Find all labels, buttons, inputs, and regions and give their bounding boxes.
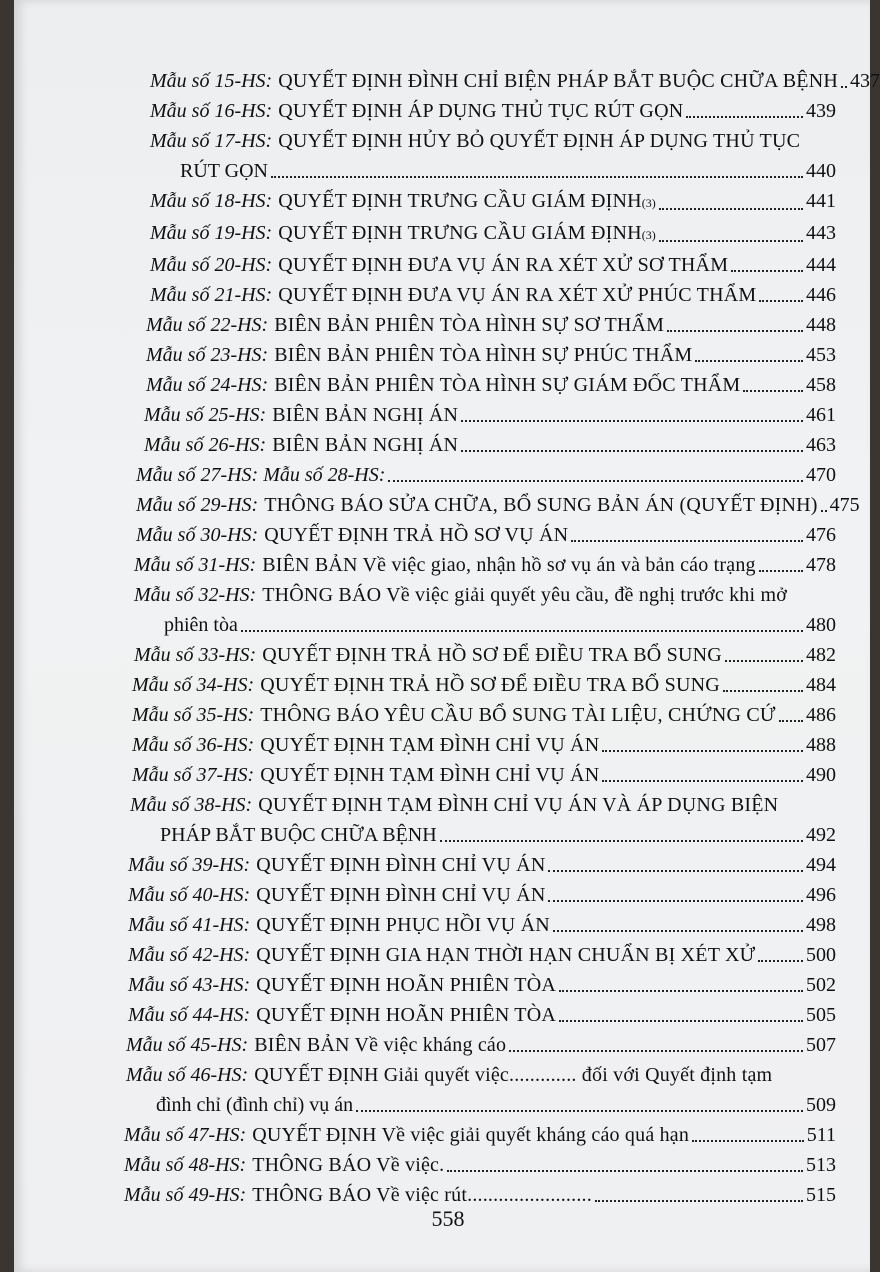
toc-entry: [150, 250, 836, 280]
dot-leader: [723, 690, 803, 692]
form-number: Mẫu số 18-HS:: [150, 190, 273, 212]
dot-leader: [559, 1020, 803, 1022]
form-title: BIÊN BẢN Về việc giao, nhận hồ sơ vụ án và bản cáo trạng: [262, 554, 756, 576]
toc-entry: [150, 280, 836, 310]
toc-entry-line: [128, 940, 836, 970]
toc-entry: [132, 670, 836, 700]
form-title: BIÊN BẢN PHIÊN TÒA HÌNH SỰ SƠ THẨM: [274, 314, 665, 336]
form-number: Mẫu số 39-HS:: [128, 854, 251, 876]
form-title: THÔNG BÁO Về việc rút........................: [252, 1184, 592, 1206]
toc-entry-line: [150, 280, 836, 310]
form-title: QUYẾT ĐỊNH TRẢ HỒ SƠ ĐỂ ĐIỀU TRA BỔ SUNG: [262, 644, 722, 666]
form-title: QUYẾT ĐỊNH TẠM ĐÌNH CHỈ VỤ ÁN: [260, 764, 600, 786]
form-number: Mẫu số 48-HS:: [124, 1154, 247, 1176]
form-title: QUYẾT ĐỊNH TRẢ HỒ SƠ VỤ ÁN: [264, 524, 569, 546]
book-page: [14, 0, 880, 1272]
toc-entry: [136, 460, 836, 490]
form-number: Mẫu số 29-HS:: [136, 494, 259, 516]
dot-leader: [667, 330, 803, 332]
toc-entry: [136, 520, 836, 550]
form-title: QUYẾT ĐỊNH PHỤC HỒI VỤ ÁN: [256, 914, 550, 936]
toc-entry-line: [128, 970, 836, 1000]
form-number: Mẫu số 27-HS: Mẫu số 28-HS:: [136, 464, 386, 486]
page-ref: 476: [806, 524, 836, 546]
toc-entry: [128, 970, 836, 1000]
toc-entry: [150, 126, 836, 186]
form-title-continued: RÚT GỌN: [180, 160, 268, 182]
form-title-continued: đình chỉ (đình chỉ) vụ án: [156, 1094, 354, 1116]
page-ref: 439: [806, 100, 836, 122]
toc-entry: [128, 910, 836, 940]
toc-entry-line: [126, 1030, 836, 1060]
toc-entry-line: [134, 550, 836, 580]
form-title: QUYẾT ĐỊNH GIA HẠN THỜI HẠN CHUẨN BỊ XÉT XỬ: [256, 944, 756, 966]
toc-entry: [134, 640, 836, 670]
dot-leader: [695, 360, 803, 362]
form-title: QUYẾT ĐỊNH ĐÌNH CHỈ BIỆN PHÁP BẮT BUỘC CHỮA BỆNH: [278, 70, 838, 92]
toc-entry: [150, 218, 836, 250]
toc-entry: [124, 1120, 836, 1150]
page-ref: 458: [806, 374, 836, 396]
page-ref: 441: [806, 190, 836, 212]
toc-entry-line: [150, 126, 836, 156]
page-ref: 507: [806, 1034, 836, 1056]
toc-entry-line: [132, 760, 836, 790]
form-number: Mẫu số 46-HS:: [126, 1064, 249, 1086]
toc-entry: [126, 1030, 836, 1060]
toc-entry: [132, 760, 836, 790]
toc-entry: [130, 790, 836, 850]
form-title: QUYẾT ĐỊNH ĐƯA VỤ ÁN RA XÉT XỬ SƠ THẨM: [278, 254, 729, 276]
toc-entry-line: [134, 580, 836, 610]
form-number: Mẫu số 32-HS:: [134, 584, 257, 606]
toc-entry-line: [136, 520, 836, 550]
form-number: Mẫu số 35-HS:: [132, 704, 255, 726]
page-ref: 511: [806, 1124, 836, 1146]
form-title-continued: phiên tòa: [164, 614, 238, 636]
toc-entry: [132, 700, 836, 730]
form-title: THÔNG BÁO Về việc giải quyết yêu cầu, đề nghị trước khi mở: [262, 584, 787, 606]
page-ref: 470: [806, 464, 836, 486]
page-ref: 463: [806, 434, 836, 456]
toc-entry-line: [136, 460, 836, 490]
dot-leader: [821, 510, 827, 512]
dot-leader: [461, 420, 803, 422]
dot-leader: [725, 660, 803, 662]
toc-entry-line: [126, 1060, 836, 1090]
page-ref: 486: [806, 704, 836, 726]
form-title: QUYẾT ĐỊNH TRƯNG CẦU GIÁM ĐỊNH: [278, 190, 642, 212]
toc-entry-line: [132, 670, 836, 700]
form-title: QUYẾT ĐỊNH Về việc giải quyết kháng cáo quá hạn: [252, 1124, 690, 1146]
footnote-marker: (3): [641, 228, 656, 242]
toc-entry: [144, 400, 836, 430]
form-number: Mẫu số 17-HS:: [150, 130, 273, 152]
dot-leader: [692, 1140, 804, 1142]
toc-entry-line: [128, 910, 836, 940]
form-number: Mẫu số 19-HS:: [150, 222, 273, 244]
form-title: QUYẾT ĐỊNH TRẢ HỒ SƠ ĐỂ ĐIỀU TRA BỔ SUNG: [260, 674, 720, 696]
toc-entry-line: [134, 640, 836, 670]
dot-leader: [841, 86, 847, 88]
toc-entry-line: [134, 610, 836, 640]
form-title: QUYẾT ĐỊNH HOÃN PHIÊN TÒA: [256, 1004, 557, 1026]
dot-leader: [388, 480, 803, 482]
page-ref: 496: [806, 884, 836, 906]
dot-leader: [548, 900, 803, 902]
form-number: Mẫu số 21-HS:: [150, 284, 273, 306]
dot-leader: [659, 208, 803, 210]
page-ref: 488: [806, 734, 836, 756]
dot-leader: [440, 840, 803, 842]
form-number: Mẫu số 34-HS:: [132, 674, 255, 696]
form-title: QUYẾT ĐỊNH TẠM ĐÌNH CHỈ VỤ ÁN VÀ ÁP DỤNG BIỆN: [258, 794, 779, 816]
form-number: Mẫu số 22-HS:: [146, 314, 269, 336]
toc-entry: [146, 310, 836, 340]
page-ref: 461: [806, 404, 836, 426]
dot-leader: [779, 720, 803, 722]
dot-leader: [731, 270, 803, 272]
page-ref: 446: [806, 284, 836, 306]
toc-entry: [150, 66, 880, 96]
toc-entry-line: [126, 1090, 836, 1120]
toc-entry: [146, 340, 836, 370]
dot-leader: [743, 390, 803, 392]
page-ref: 515: [806, 1184, 836, 1206]
dot-leader: [758, 960, 803, 962]
toc-entry-line: [150, 96, 836, 126]
page-ref: 482: [806, 644, 836, 666]
dot-leader: [759, 570, 803, 572]
form-number: Mẫu số 41-HS:: [128, 914, 251, 936]
toc-entry: [144, 430, 836, 460]
page-ref: 443: [806, 222, 836, 244]
page-number: 558: [431, 1206, 465, 1231]
form-title: QUYẾT ĐỊNH HỦY BỎ QUYẾT ĐỊNH ÁP DỤNG THỦ TỤC: [278, 130, 801, 152]
dot-leader: [271, 176, 803, 178]
form-title: BIÊN BẢN Về việc kháng cáo: [254, 1034, 507, 1056]
page-ref: 509: [806, 1094, 836, 1116]
toc-entry-line: [146, 310, 836, 340]
dot-leader: [553, 930, 803, 932]
form-number: Mẫu số 25-HS:: [144, 404, 267, 426]
dot-leader: [559, 990, 803, 992]
toc-entry: [124, 1150, 836, 1180]
table-of-contents: [114, 66, 880, 1210]
form-number: Mẫu số 40-HS:: [128, 884, 251, 906]
toc-entry: [150, 186, 836, 218]
form-number: Mẫu số 43-HS:: [128, 974, 251, 996]
form-number: Mẫu số 26-HS:: [144, 434, 267, 456]
form-number: Mẫu số 44-HS:: [128, 1004, 251, 1026]
form-title: QUYẾT ĐỊNH ĐƯA VỤ ÁN RA XÉT XỬ PHÚC THẨM: [278, 284, 757, 306]
form-number: Mẫu số 42-HS:: [128, 944, 251, 966]
form-number: Mẫu số 31-HS:: [134, 554, 257, 576]
form-number: Mẫu số 30-HS:: [136, 524, 259, 546]
toc-entry: [150, 96, 836, 126]
form-title: QUYẾT ĐỊNH Giải quyết việc............. đối với Quyết định tạm: [254, 1064, 773, 1086]
form-number: Mẫu số 38-HS:: [130, 794, 253, 816]
toc-entry: [128, 880, 836, 910]
dot-leader: [461, 450, 803, 452]
toc-entry: [132, 730, 836, 760]
form-title: THÔNG BÁO YÊU CẦU BỔ SUNG TÀI LIỆU, CHỨNG CỨ: [260, 704, 776, 726]
form-number: Mẫu số 45-HS:: [126, 1034, 249, 1056]
form-title: BIÊN BẢN PHIÊN TÒA HÌNH SỰ PHÚC THẨM: [274, 344, 693, 366]
form-number: Mẫu số 16-HS:: [150, 100, 273, 122]
toc-entry-line: [130, 820, 836, 850]
form-title: QUYẾT ĐỊNH TRƯNG CẦU GIÁM ĐỊNH: [278, 222, 642, 244]
form-title-continued: PHÁP BẮT BUỘC CHỮA BỆNH: [160, 824, 437, 846]
form-number: Mẫu số 23-HS:: [146, 344, 269, 366]
form-title: QUYẾT ĐỊNH ÁP DỤNG THỦ TỤC RÚT GỌN: [278, 100, 684, 122]
toc-entry-line: [146, 370, 836, 400]
toc-entry-line: [146, 340, 836, 370]
form-title: QUYẾT ĐỊNH TẠM ĐÌNH CHỈ VỤ ÁN: [260, 734, 600, 756]
dot-leader: [602, 780, 803, 782]
toc-entry-line: [150, 156, 836, 186]
form-title: BIÊN BẢN NGHỊ ÁN: [272, 434, 459, 456]
form-number: Mẫu số 33-HS:: [134, 644, 257, 666]
page-ref: 437: [850, 70, 880, 92]
page-ref: 453: [806, 344, 836, 366]
form-number: Mẫu số 24-HS:: [146, 374, 269, 396]
toc-entry-line: [136, 490, 860, 520]
page-ref: 513: [806, 1154, 836, 1176]
footnote-marker: (3): [641, 196, 656, 210]
page-ref: 448: [806, 314, 836, 336]
toc-entry-line: [150, 218, 836, 250]
page-ref: 480: [806, 614, 836, 636]
toc-entry-line: [128, 880, 836, 910]
dot-leader: [571, 540, 803, 542]
page-ref: 440: [806, 160, 836, 182]
page-ref: 478: [806, 554, 836, 576]
form-title: THÔNG BÁO Về việc.: [252, 1154, 445, 1176]
dot-leader: [759, 300, 803, 302]
form-number: Mẫu số 36-HS:: [132, 734, 255, 756]
toc-entry-line: [132, 730, 836, 760]
form-number: Mẫu số 47-HS:: [124, 1124, 247, 1146]
form-title: BIÊN BẢN NGHỊ ÁN: [272, 404, 459, 426]
toc-entry: [128, 1000, 836, 1030]
form-title: QUYẾT ĐỊNH HOÃN PHIÊN TÒA: [256, 974, 557, 996]
page-ref: 475: [829, 494, 860, 516]
form-number: Mẫu số 37-HS:: [132, 764, 255, 786]
dot-leader: [509, 1050, 803, 1052]
dot-leader: [686, 116, 803, 118]
toc-entry-line: [128, 1000, 836, 1030]
page-ref: 444: [806, 254, 836, 276]
dot-leader: [659, 240, 803, 242]
page-ref: 484: [806, 674, 836, 696]
dot-leader: [356, 1110, 803, 1112]
dot-leader: [548, 870, 803, 872]
toc-entry-line: [144, 400, 836, 430]
toc-entry-line: [150, 186, 836, 218]
toc-entry-line: [144, 430, 836, 460]
toc-entry: [136, 490, 860, 520]
toc-entry-line: [128, 850, 836, 880]
page-ref: 494: [806, 854, 836, 876]
page-ref: 502: [806, 974, 836, 996]
toc-entry-line: [150, 66, 880, 96]
page-ref: 505: [806, 1004, 836, 1026]
toc-entry: [134, 580, 836, 640]
page-ref: 500: [806, 944, 836, 966]
toc-entry: [146, 370, 836, 400]
toc-entry-line: [124, 1150, 836, 1180]
toc-entry-line: [150, 250, 836, 280]
toc-entry: [126, 1060, 836, 1120]
toc-entry: [128, 850, 836, 880]
form-number: Mẫu số 49-HS:: [124, 1184, 247, 1206]
form-title: THÔNG BÁO SỬA CHỮA, BỔ SUNG BẢN ÁN (QUYẾT ĐỊNH): [264, 494, 818, 516]
page-ref: 492: [806, 824, 836, 846]
form-number: Mẫu số 20-HS:: [150, 254, 273, 276]
toc-entry-line: [124, 1120, 836, 1150]
dot-leader: [241, 630, 803, 632]
form-number: Mẫu số 15-HS:: [150, 70, 273, 92]
toc-entry: [134, 550, 836, 580]
page-ref: 490: [806, 764, 836, 786]
dot-leader: [447, 1170, 803, 1172]
page-ref: 498: [806, 914, 836, 936]
form-title: QUYẾT ĐỊNH ĐÌNH CHỈ VỤ ÁN: [256, 854, 546, 876]
toc-entry-line: [132, 700, 836, 730]
form-title: QUYẾT ĐỊNH ĐÌNH CHỈ VỤ ÁN: [256, 884, 546, 906]
form-title: BIÊN BẢN PHIÊN TÒA HÌNH SỰ GIÁM ĐỐC THẨM: [274, 374, 741, 396]
toc-entry-line: [130, 790, 836, 820]
dot-leader: [602, 750, 803, 752]
dot-leader: [595, 1200, 803, 1202]
toc-entry: [128, 940, 836, 970]
